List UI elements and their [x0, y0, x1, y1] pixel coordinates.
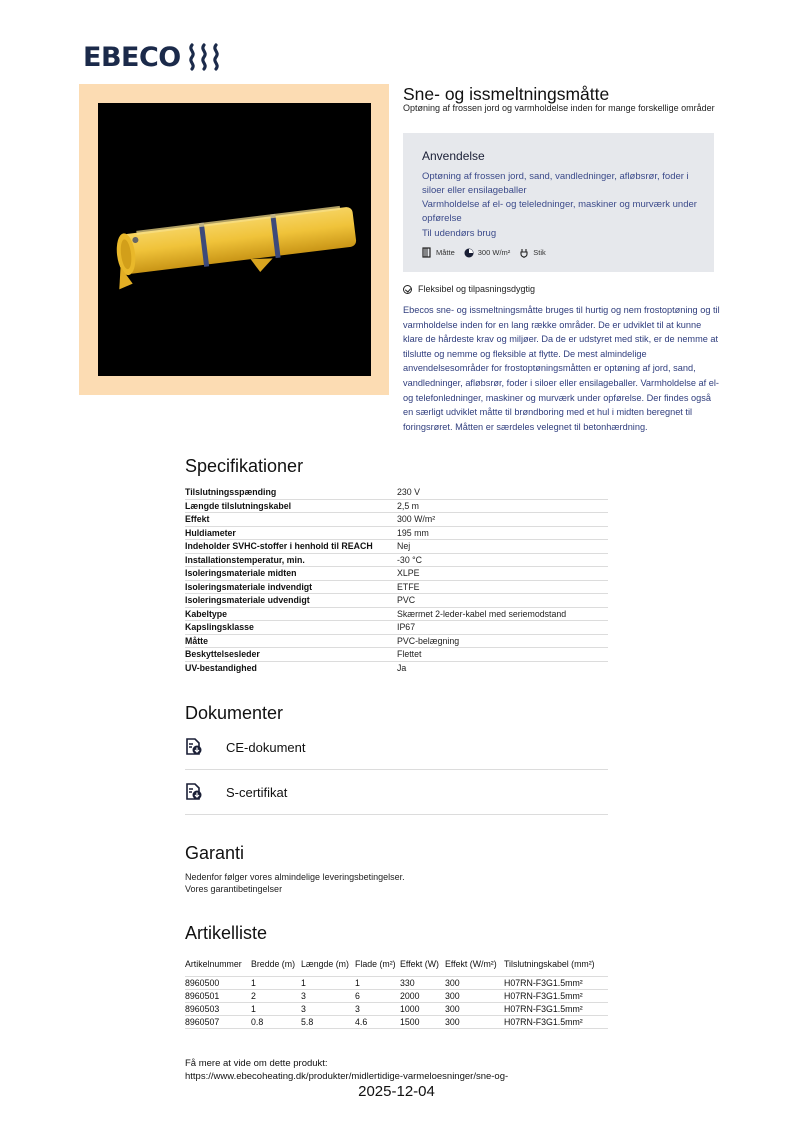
articles-header-row — [185, 951, 608, 977]
warranty-text — [185, 871, 405, 895]
spec-row — [185, 662, 608, 676]
product-url-link[interactable]: https://www.ebecoheating.dk/produkter/midlertidige-varmeloesninger/sne-og- — [185, 1071, 509, 1082]
more-info — [185, 1057, 508, 1083]
table-cell: 1 — [355, 978, 360, 988]
table-cell: 1500 — [400, 1017, 420, 1027]
feature-label: Fleksibel og tilpasningsdygtig — [418, 284, 536, 294]
product-subtitle: Optøning af frossen jord og varmholdelse inden for mange forskellige områder — [403, 103, 715, 113]
table-cell: 300 — [445, 1017, 460, 1027]
mat-icon — [422, 247, 432, 258]
spec-row — [185, 581, 608, 595]
warranty-heading: Garanti — [185, 843, 245, 863]
specs-heading: Specifikationer — [185, 456, 304, 476]
spec-key: Isoleringsmateriale indvendigt — [185, 581, 313, 592]
product-image-frame — [79, 84, 389, 395]
spec-row — [185, 567, 608, 581]
table-cell: 1 — [251, 978, 256, 988]
spec-value: -30 °C — [397, 554, 423, 565]
table-row — [185, 990, 608, 1003]
brand-name: EBECO — [83, 41, 181, 73]
feature-item — [403, 284, 535, 294]
check-circle-icon — [403, 285, 412, 294]
spec-key: Huldiameter — [185, 527, 236, 538]
plug-label: Stik — [533, 248, 546, 257]
spec-key: Isoleringsmateriale midten — [185, 568, 297, 579]
table-row — [185, 1016, 608, 1029]
table-cell: 0.8 — [251, 1017, 264, 1027]
table-cell: 1 — [251, 1004, 256, 1014]
spec-key: Længde tilslutningskabel — [185, 500, 292, 511]
usage-item: Optøning af frossen jord, sand, vandledninger, afløbsrør, foder i siloer eller ensilageballer — [422, 171, 689, 196]
table-cell: 8960503 — [185, 1004, 220, 1014]
table-cell: 300 — [445, 1004, 460, 1014]
spec-key: Installationstemperatur, min. — [185, 554, 305, 565]
spec-key: Beskyttelsesleder — [185, 649, 260, 660]
table-cell: 3 — [301, 1004, 306, 1014]
table-cell: H07RN-F3G1.5mm² — [504, 1004, 583, 1014]
column-header: Tilslutningskabel (mm²) — [504, 958, 595, 969]
spec-row — [185, 527, 608, 541]
spec-row — [185, 621, 608, 635]
spec-value: Ja — [397, 663, 407, 674]
column-header: Artikelnummer — [185, 958, 242, 969]
table-cell: H07RN-F3G1.5mm² — [504, 1017, 583, 1027]
table-cell: 3 — [355, 1004, 360, 1014]
footer-date: 2025-12-04 — [358, 1083, 435, 1100]
specs-table — [185, 486, 608, 675]
spec-value: PVC — [397, 595, 416, 606]
spec-value: PVC-belægning — [397, 635, 460, 646]
table-cell: 1000 — [400, 1004, 420, 1014]
table-cell: 300 — [445, 978, 460, 988]
product-description: Ebecos sne- og issmeltningsmåtte bruges til hurtig og nem frostoptøning og til varmholdelse inden for en lang række områder. De er udviklet til at kunne klare de hårdeste krav og miljøer. Da de er udstyret med stik, er de nemme at tilslutte og nemme og fleksible at flytte. De mest almindelige anvendelsesområder for frostoptøningsmåtten er optøning af jord, sand, vandledninger, afløbsrør, foder i siloer eller ensilageballer. Varmholdelse af el- og telefonledninger, maskiner og murværk under opførelse. Der findes også en særligt udviklet måtte til brøndboring med et hul i midten beregnet til foringsrøret. Måtten er særdeles velegnet til betonhærdning. — [403, 305, 720, 432]
document-label: CE-dokument — [226, 739, 306, 755]
document-link-s-certificate[interactable] — [185, 770, 608, 815]
table-cell: H07RN-F3G1.5mm² — [504, 978, 583, 988]
column-header: Effekt (W) — [400, 958, 439, 969]
spec-value: XLPE — [397, 568, 420, 579]
spec-key: UV-bestandighed — [185, 663, 257, 674]
spec-key: Måtte — [185, 635, 208, 646]
column-header: Længde (m) — [301, 958, 349, 969]
column-header: Bredde (m) — [251, 958, 295, 969]
table-cell: 8960501 — [185, 991, 220, 1001]
spec-key: Kapslingsklasse — [185, 622, 254, 633]
power-label: 300 W/m² — [477, 248, 511, 257]
spec-row — [185, 500, 608, 514]
more-info-label: Få mere at vide om dette produkt: — [185, 1058, 328, 1069]
table-cell: 300 — [445, 991, 460, 1001]
spec-value: 2,5 m — [397, 500, 420, 511]
warranty-line: Nedenfor følger vores almindelige leveringsbetingelser. — [185, 872, 405, 882]
spec-value: Flettet — [397, 649, 422, 660]
documents-heading: Dokumenter — [185, 703, 284, 723]
mat-label: Måtte — [436, 248, 455, 257]
column-header: Effekt (W/m²) — [445, 958, 497, 969]
spec-row — [185, 635, 608, 649]
rolled-mat-illustration — [98, 103, 371, 376]
spec-value: 195 mm — [397, 527, 429, 538]
table-cell: 4.6 — [355, 1017, 368, 1027]
spec-value: ETFE — [397, 581, 420, 592]
spec-row — [185, 608, 608, 622]
table-cell: 330 — [400, 978, 415, 988]
usage-item: Til udendørs brug — [422, 228, 497, 239]
table-cell: H07RN-F3G1.5mm² — [504, 991, 583, 1001]
spec-row — [185, 540, 608, 554]
table-cell: 1 — [301, 978, 306, 988]
document-label: S-certifikat — [226, 784, 288, 800]
spec-value: IP67 — [397, 622, 416, 633]
warranty-terms-link[interactable]: Vores garantibetingelser — [185, 884, 283, 894]
spec-row — [185, 594, 608, 608]
articles-heading: Artikelliste — [185, 923, 268, 943]
spec-key: Effekt — [185, 514, 210, 525]
table-cell: 2 — [251, 991, 256, 1001]
spec-row — [185, 486, 608, 500]
spec-key: Tilslutningsspænding — [185, 487, 277, 498]
usage-icon-row — [422, 247, 555, 258]
table-cell: 3 — [301, 991, 306, 1001]
power-icon — [464, 248, 474, 258]
usage-item: Varmholdelse af el- og teleledninger, maskiner og murværk under opførelse — [422, 199, 697, 224]
spec-row — [185, 513, 608, 527]
spec-key: Indeholder SVHC-stoffer i henhold til REACH — [185, 541, 373, 552]
spec-value: Skærmet 2-leder-kabel med seriemodstand — [397, 608, 567, 619]
usage-heading: Anvendelse — [422, 149, 485, 163]
document-download-icon — [185, 738, 203, 756]
document-download-icon — [185, 783, 203, 801]
spec-value: Nej — [397, 541, 411, 552]
table-cell: 5.8 — [301, 1017, 314, 1027]
plug-icon — [519, 248, 529, 258]
document-link-ce[interactable] — [185, 725, 608, 770]
spec-value: 230 V — [397, 487, 420, 498]
column-header: Flade (m²) — [355, 958, 396, 969]
spec-row — [185, 648, 608, 662]
usage-box — [403, 133, 714, 272]
articles-table — [185, 951, 608, 1029]
table-row — [185, 977, 608, 990]
table-cell: 6 — [355, 991, 360, 1001]
spec-row — [185, 554, 608, 568]
table-cell: 8960500 — [185, 978, 220, 988]
spec-key: Isoleringsmateriale udvendigt — [185, 595, 310, 606]
product-image — [98, 103, 371, 376]
heat-waves-icon — [187, 43, 223, 71]
table-cell: 8960507 — [185, 1017, 220, 1027]
spec-key: Kabeltype — [185, 608, 228, 619]
brand-logo — [83, 42, 223, 72]
spec-value: 300 W/m² — [397, 514, 436, 525]
product-title: Sne- og issmeltningsmåtte — [403, 84, 610, 104]
table-row — [185, 1003, 608, 1016]
table-cell: 2000 — [400, 991, 420, 1001]
